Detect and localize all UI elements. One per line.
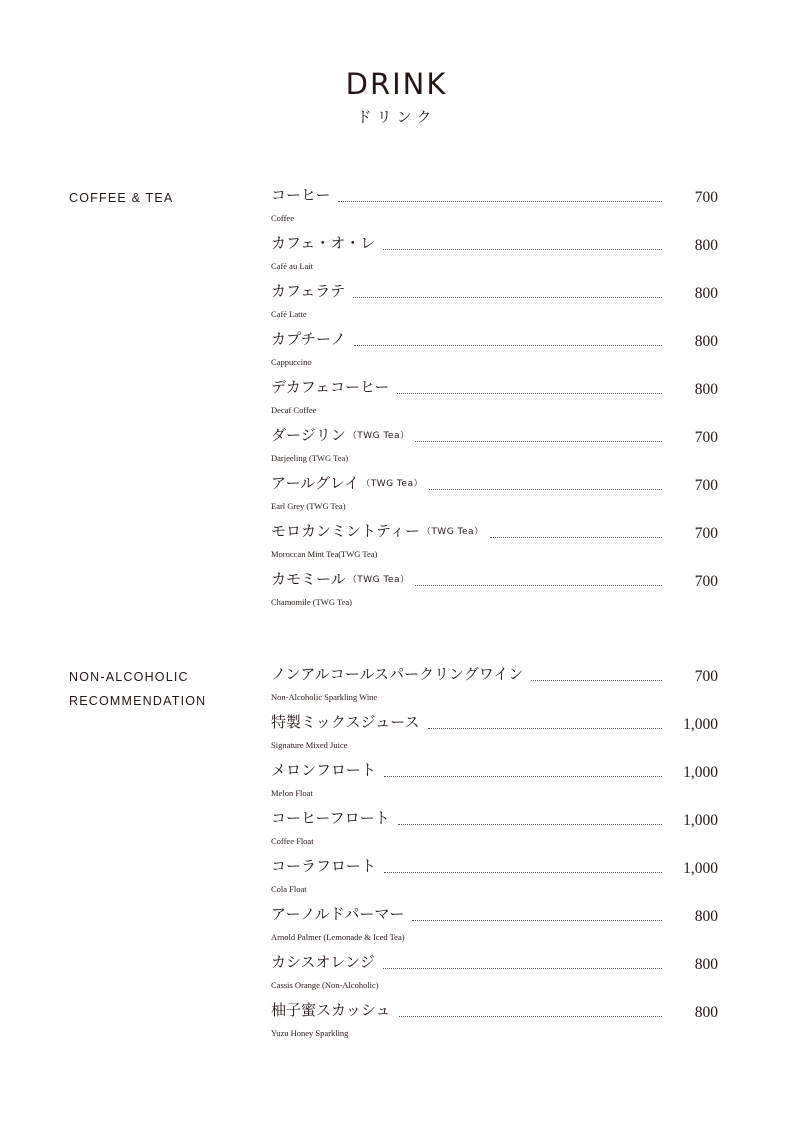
menu-item-jp-name — [271, 377, 391, 400]
menu-item-price: 800 — [694, 285, 718, 302]
menu-item-row — [271, 570, 718, 592]
dot-leader — [429, 489, 662, 490]
menu-item-en-name: Coffee — [271, 213, 294, 223]
menu-item-row — [271, 713, 718, 735]
menu-item-jp-name — [271, 281, 347, 304]
menu-item-jp-text: カシスオレンジ — [271, 953, 375, 971]
menu-item — [271, 809, 718, 857]
menu-item-en-name: Cappuccino — [271, 357, 312, 367]
menu-item-en-name: Darjeeling (TWG Tea) — [271, 453, 349, 463]
menu-item — [271, 426, 718, 474]
menu-item-jp-name — [271, 185, 332, 208]
menu-item-en-name: Arnold Palmer (Lemonade & Iced Tea) — [271, 932, 405, 942]
menu-item-jp-name — [271, 664, 525, 687]
menu-item-en-name: Café Latte — [271, 309, 307, 319]
section-label: NON-ALCOHOLIC RECOMMENDATION — [69, 670, 207, 708]
menu-item — [271, 330, 718, 378]
menu-item — [271, 1001, 718, 1049]
menu-item-row — [271, 330, 718, 352]
menu-item-row — [271, 953, 718, 975]
page-subtitle: ドリンク — [356, 108, 437, 126]
menu-item-jp-text: コーラフロート — [271, 857, 377, 875]
menu-item-row — [271, 761, 718, 783]
menu-item-jp-name — [271, 808, 392, 831]
menu-item-row — [271, 474, 718, 496]
menu-item-tag: （TWG Tea） — [347, 431, 410, 441]
menu-item — [271, 522, 718, 570]
dot-leader — [353, 297, 662, 298]
menu-item-en-name: Cola Float — [271, 884, 307, 894]
menu-item-row — [271, 234, 718, 256]
menu-item-price: 700 — [694, 429, 718, 446]
menu-item-en-name: Non-Alcoholic Sparkling Wine — [271, 692, 378, 702]
dot-leader — [384, 776, 662, 777]
menu-item — [271, 186, 718, 234]
menu-item-en-name: Melon Float — [271, 788, 313, 798]
menu-item-tag: （TWG Tea） — [361, 479, 423, 489]
menu-item-jp-name — [271, 425, 409, 448]
dot-leader — [338, 201, 662, 202]
section-label: COFFEE & TEA — [69, 191, 174, 205]
dot-leader — [398, 824, 662, 825]
menu-item-jp-text: モロカンミントティー — [271, 522, 420, 540]
menu-list — [271, 665, 718, 1049]
menu-item-jp-name — [271, 569, 409, 592]
menu-item-row — [271, 426, 718, 448]
menu-item-jp-text: カモミール — [271, 570, 346, 588]
menu-item-row — [271, 857, 718, 879]
menu-item — [271, 761, 718, 809]
menu-item-jp-text: ノンアルコールスパークリングワイン — [271, 665, 524, 683]
menu-item-en-name: Cassis Orange (Non-Alcoholic) — [271, 980, 379, 990]
menu-item-jp-text: ダージリン — [271, 426, 346, 444]
menu-item-jp-text: アールグレイ — [271, 474, 360, 492]
menu-item-en-name: Moroccan Mint Tea(TWG Tea) — [271, 549, 378, 559]
menu-item-jp-name — [271, 521, 484, 544]
menu-item-jp-text: コーヒーフロート — [271, 809, 390, 827]
menu-item — [271, 953, 718, 1001]
menu-item-jp-name — [271, 904, 406, 927]
menu-item-en-name: Earl Grey (TWG Tea) — [271, 501, 346, 511]
menu-item-row — [271, 809, 718, 831]
menu-item-price: 800 — [694, 381, 718, 398]
dot-leader — [399, 1016, 662, 1017]
menu-item-jp-text: カプチーノ — [271, 330, 346, 348]
menu-item — [271, 234, 718, 282]
menu-item-en-name: Café au Lait — [271, 261, 314, 271]
dot-leader — [383, 249, 662, 250]
dot-leader — [397, 393, 662, 394]
menu-item-en-name: Signature Mixed Juice — [271, 740, 348, 750]
menu-item-price: 800 — [694, 333, 718, 350]
menu-item — [271, 378, 718, 426]
menu-item-en-name: Coffee Float — [271, 836, 314, 846]
menu-item-price: 800 — [694, 237, 718, 254]
menu-header — [0, 66, 793, 127]
menu-item-jp-name — [271, 233, 377, 256]
menu-item-jp-text: カフェラテ — [271, 282, 346, 300]
menu-item-row — [271, 378, 718, 400]
menu-item-jp-text: カフェ・オ・レ — [271, 234, 376, 252]
menu-item-price: 700 — [694, 189, 718, 206]
menu-item-jp-text: 柚子蜜スカッシュ — [271, 1001, 391, 1019]
menu-item — [271, 905, 718, 953]
dot-leader — [354, 345, 662, 346]
menu-item — [271, 713, 718, 761]
dot-leader — [412, 920, 662, 921]
menu-item-jp-text: アーノルドパーマー — [271, 905, 405, 923]
menu-item-jp-name — [271, 1000, 393, 1023]
menu-list — [271, 186, 718, 618]
menu-item-jp-name — [271, 712, 422, 735]
dot-leader — [415, 585, 662, 586]
menu-item-row — [271, 1001, 718, 1023]
menu-item-row — [271, 186, 718, 208]
menu-item-row — [271, 522, 718, 544]
dot-leader — [383, 968, 662, 969]
menu-item-en-name: Decaf Coffee — [271, 405, 317, 415]
dot-leader — [428, 728, 662, 729]
menu-item-jp-name — [271, 760, 378, 783]
menu-item-tag: （TWG Tea） — [347, 575, 410, 585]
menu-item-price: 1,000 — [683, 764, 718, 781]
menu-item — [271, 665, 718, 713]
menu-item-price: 700 — [694, 525, 718, 542]
menu-item-jp-text: デカフェコーヒー — [271, 378, 390, 396]
menu-item-jp-text: 特製ミックスジュース — [271, 713, 420, 731]
menu-item-price: 800 — [694, 908, 718, 925]
dot-leader — [415, 441, 662, 442]
menu-item-price: 1,000 — [683, 812, 718, 829]
menu-item-price: 700 — [694, 477, 718, 494]
page-title: DRINK — [345, 67, 448, 101]
menu-item-jp-name — [271, 473, 423, 496]
menu-item — [271, 857, 718, 905]
menu-item-price: 1,000 — [683, 716, 718, 733]
menu-item — [271, 570, 718, 618]
menu-item-jp-name — [271, 329, 348, 352]
menu-item — [271, 282, 718, 330]
menu-item-price: 800 — [694, 956, 718, 973]
dot-leader — [490, 537, 662, 538]
dot-leader — [531, 680, 662, 681]
menu-item-price: 700 — [694, 668, 718, 685]
menu-item-price: 1,000 — [683, 860, 718, 877]
menu-item-row — [271, 282, 718, 304]
menu-item-en-name: Chamomile (TWG Tea) — [271, 597, 352, 607]
menu-item-tag: （TWG Tea） — [421, 527, 484, 537]
menu-item-en-name: Yuzu Honey Sparkling — [271, 1028, 349, 1038]
menu-item — [271, 474, 718, 522]
menu-item-jp-name — [271, 952, 377, 975]
menu-item-price: 800 — [694, 1004, 718, 1021]
dot-leader — [384, 872, 662, 873]
menu-item-row — [271, 665, 718, 687]
menu-item-price: 700 — [694, 573, 718, 590]
menu-item-row — [271, 905, 718, 927]
menu-item-jp-name — [271, 856, 378, 879]
menu-item-jp-text: メロンフロート — [271, 761, 377, 779]
menu-item-jp-text: コーヒー — [271, 186, 331, 204]
